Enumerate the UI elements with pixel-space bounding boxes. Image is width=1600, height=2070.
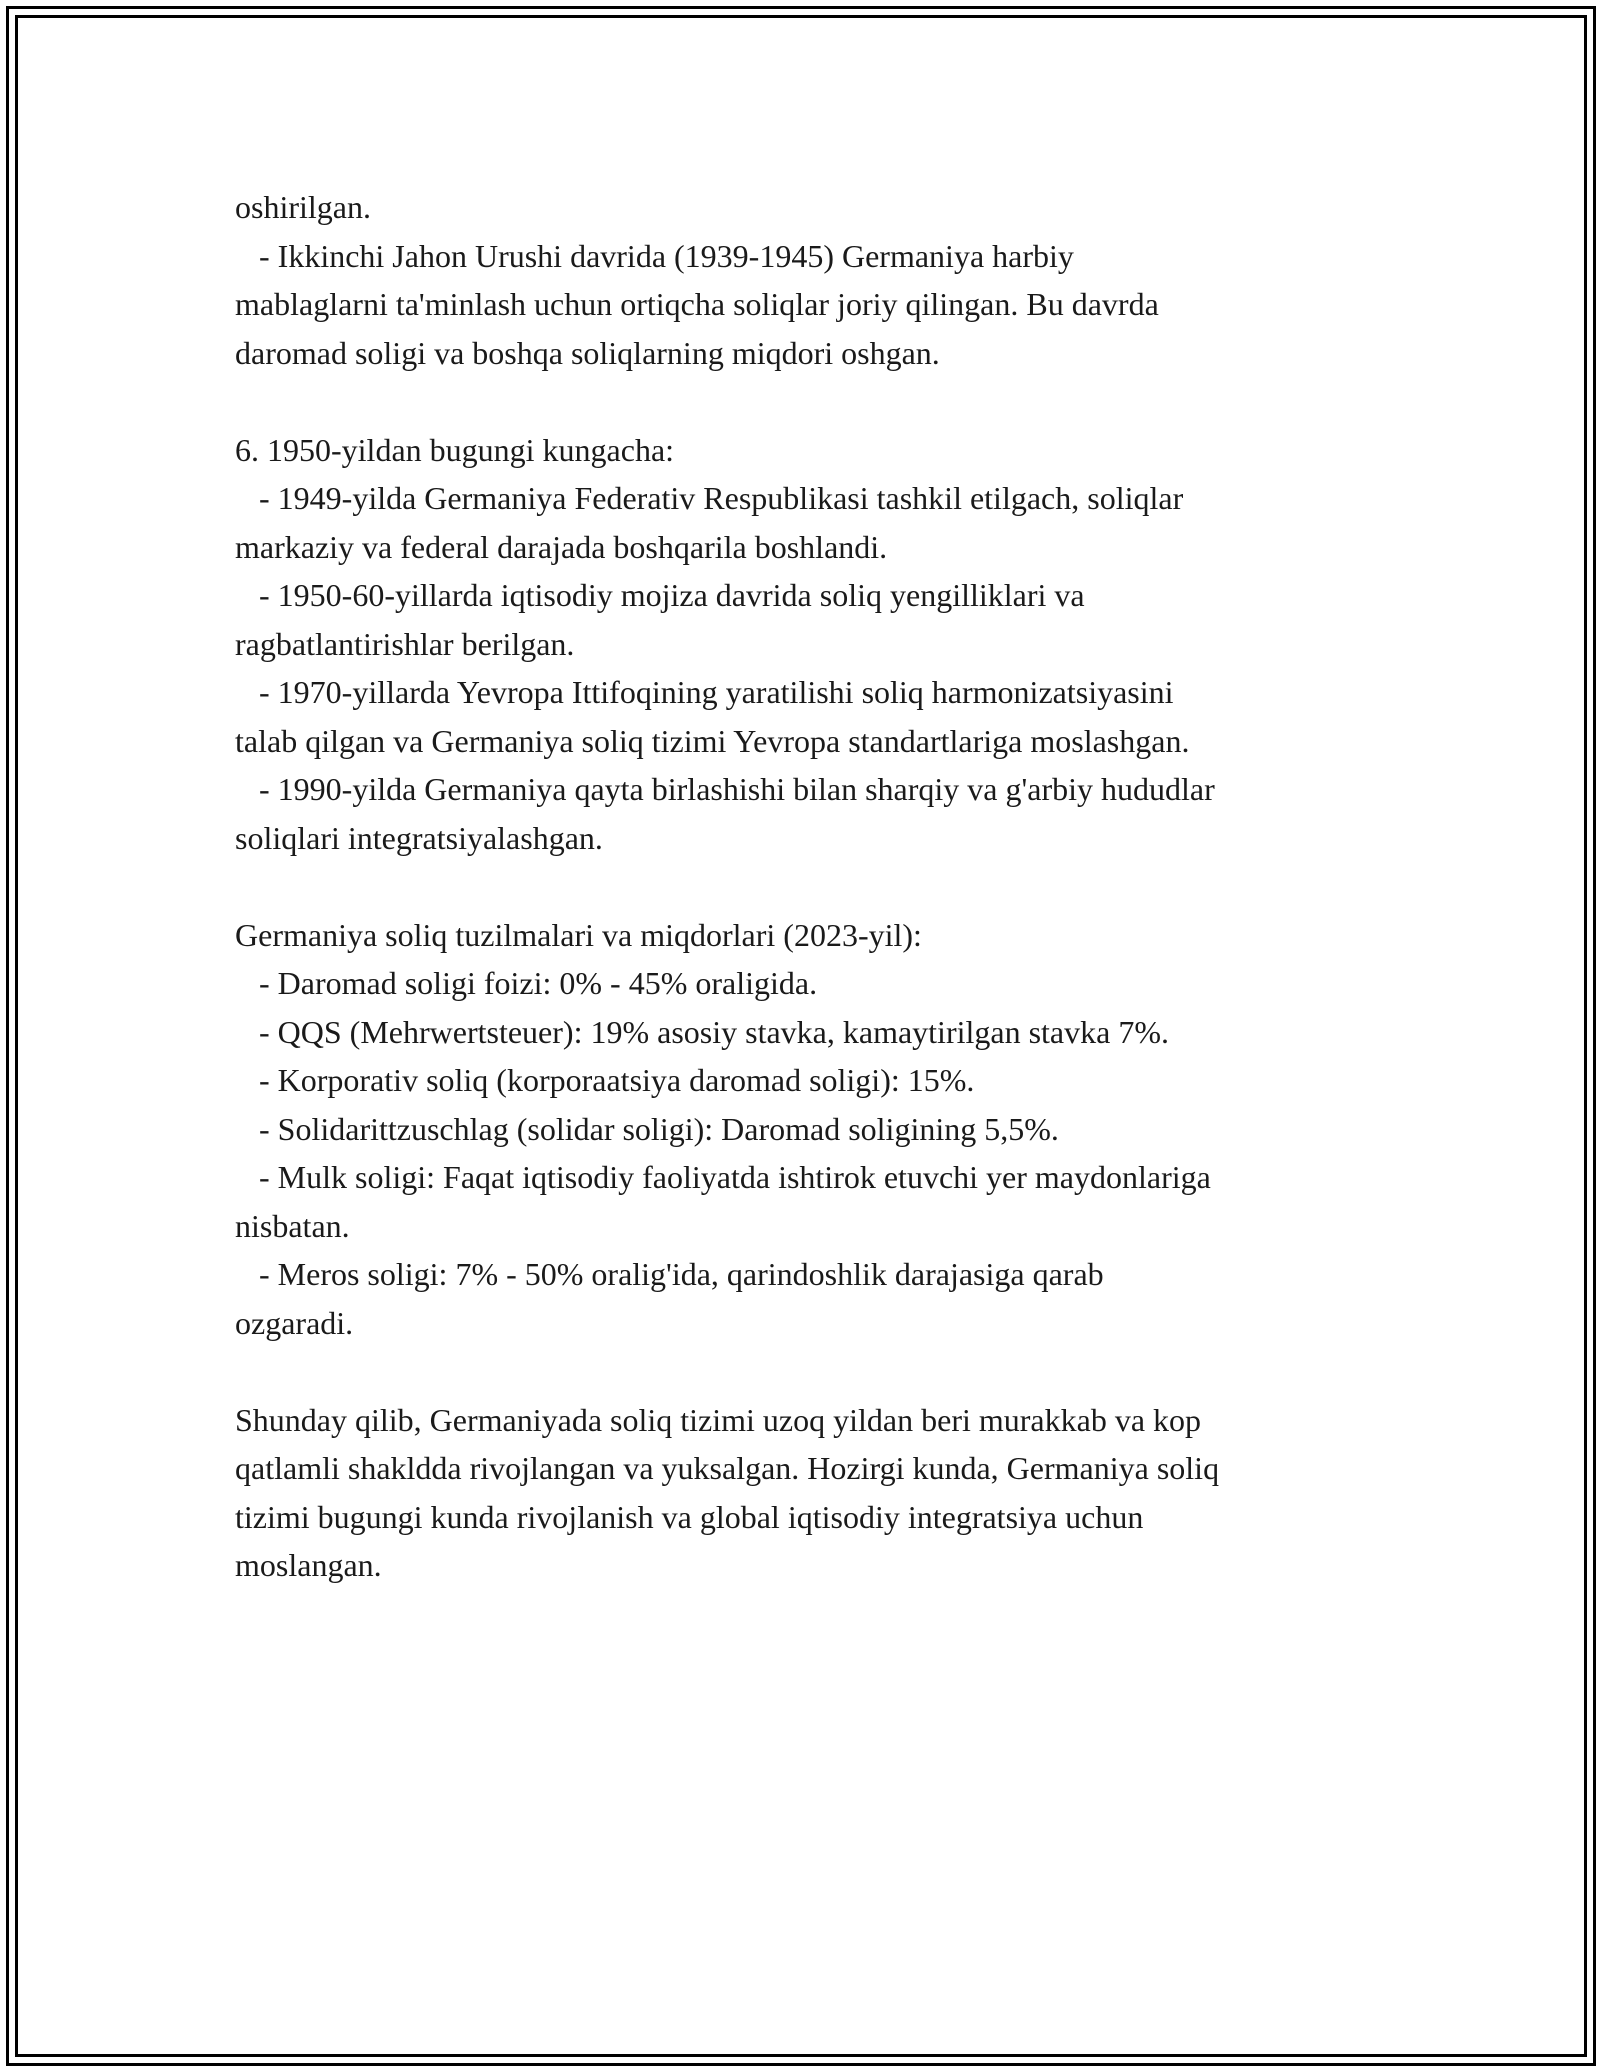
blank-line: [235, 377, 1385, 426]
text-line: - QQS (Mehrwertsteuer): 19% asosiy stavka, kamaytirilgan stavka 7%.: [235, 1013, 1169, 1050]
text-line: markaziy va federal darajada boshqarila boshlandi.: [235, 528, 888, 565]
text-line: ragbatlantirishlar berilgan.: [235, 625, 575, 662]
text-line: - 1949-yilda Germaniya Federativ Respublikasi tashkil etilgach, soliqlar: [235, 480, 1184, 516]
text-line: oshirilgan.: [235, 189, 371, 225]
text-line: - Korporativ soliq (korporaatsiya daromad soligi): 15%.: [235, 1062, 975, 1098]
blank-line: [235, 862, 1385, 911]
text-line: ozgaradi.: [235, 1304, 354, 1341]
text-line: - Ikkinchi Jahon Urushi davrida (1939-1945) Germaniya harbiy: [235, 237, 1074, 274]
text-line: - 1950-60-yillarda iqtisodiy mojiza davrida soliq yengilliklari va: [235, 577, 1085, 613]
text-line: nisbatan.: [235, 1207, 350, 1244]
document-body: [235, 183, 1385, 1590]
text-line: daromad soligi va boshqa soliqlarning miqdori oshgan.: [235, 334, 940, 371]
text-line: Shunday qilib, Germaniyada soliq tizimi uzoq yildan beri murakkab va kop: [235, 1401, 1202, 1438]
text-line: 6. 1950-yildan bugungi kungacha:: [235, 431, 675, 468]
text-line: - Daromad soligi foizi: 0% - 45% oraligida.: [235, 965, 818, 1001]
text-line: Germaniya soliq tuzilmalari va miqdorlari (2023-yil):: [235, 916, 922, 953]
text-line: - Meros soligi: 7% - 50% oralig'ida, qarindoshlik darajasiga qarab: [235, 1256, 1104, 1292]
text-line: talab qilgan va Germaniya soliq tizimi Yevropa standartlariga moslashgan.: [235, 722, 1190, 759]
blank-line: [235, 1347, 1385, 1396]
text-line: mablaglarni ta'minlash uchun ortiqcha soliqlar joriy qilingan. Bu davrda: [235, 286, 1159, 322]
text-line: - Mulk soligi: Faqat iqtisodiy faoliyatda ishtirok etuvchi yer maydonlariga: [235, 1159, 1211, 1195]
text-line: tizimi bugungi kunda rivojlanish va global iqtisodiy integratsiya uchun: [235, 1498, 1144, 1535]
text-line: - 1990-yilda Germaniya qayta birlashishi bilan sharqiy va g'arbiy hududlar: [235, 771, 1215, 807]
text-line: - Solidarittzuschlag (solidar soligi): Daromad soligining 5,5%.: [235, 1110, 1059, 1147]
text-line: soliqlari integratsiyalashgan.: [235, 819, 603, 856]
text-line: qatlamli shakldda rivojlangan va yuksalgan. Hozirgi kunda, Germaniya soliq: [235, 1450, 1220, 1486]
text-line: - 1970-yillarda Yevropa Ittifoqining yaratilishi soliq harmonizatsiyasini: [235, 674, 1174, 710]
text-line: moslangan.: [235, 1547, 382, 1583]
